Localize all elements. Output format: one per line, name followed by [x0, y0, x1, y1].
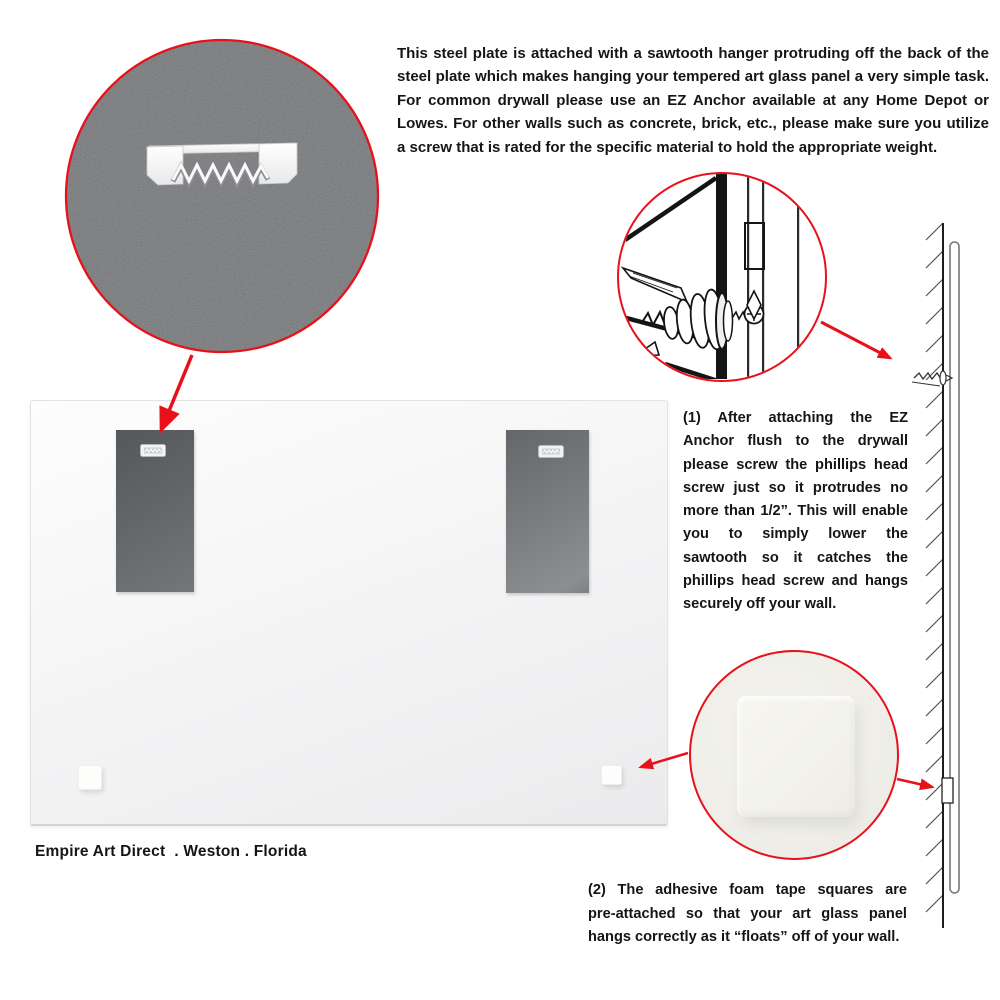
- step1-line: screw just so it protrudes no: [683, 479, 908, 496]
- step1-line: (1) After attaching the EZ: [683, 410, 908, 426]
- steel-plate-right: [506, 430, 589, 593]
- step1-line: more than 1/2”. This will enable: [683, 503, 908, 520]
- intro-line: a screw that is rated for the specific material to hold the appropriate weight.: [397, 138, 938, 156]
- step2-line: pre-attached so that your art glass panel: [588, 905, 907, 922]
- ez-anchor-illustration: [619, 174, 824, 379]
- foam-tape-side-view: [942, 778, 953, 803]
- art-glass-panel-back: [30, 400, 668, 826]
- intro-line: Lowes. For other walls such as concrete, brick, etc., please make sure you utilize: [397, 115, 989, 133]
- step1-line: phillips head screw and hangs: [683, 573, 908, 590]
- step1-line: sawtooth so it catches the: [683, 549, 908, 566]
- step2-line: hangs correctly as it “floats” off of your wall.: [588, 929, 900, 946]
- step2-line: (2) The adhesive foam tape squares are: [588, 882, 907, 898]
- foam-tape-square-left: [78, 765, 102, 790]
- step1-line: securely off your wall.: [683, 596, 837, 613]
- intro-line: steel plate which makes hanging your tempered art glass panel a very simple task.: [397, 68, 989, 86]
- arrow-to-wall-anchor-icon: [821, 322, 890, 358]
- foam-tape-photo: [737, 696, 855, 817]
- wall-hatching: [926, 223, 943, 912]
- step1-line: you to simply lower the: [683, 526, 908, 543]
- steel-plate-left: [116, 430, 194, 592]
- foam-tape-square-right: [601, 765, 622, 785]
- sawtooth-hanger-right: [538, 445, 564, 458]
- step1-line: please screw the phillips head: [683, 456, 908, 473]
- foam-tape-inset-circle: [689, 650, 899, 860]
- intro-paragraph: [397, 42, 989, 159]
- brand-footer: Empire Art Direct . Weston . Florida: [35, 843, 307, 860]
- wall-cross-section-illustration: [900, 210, 1000, 940]
- sawtooth-hanger-left: [140, 444, 166, 457]
- intro-line: This steel plate is attached with a sawtooth hanger protruding off the back of the: [397, 45, 989, 62]
- step2-instructions: [588, 879, 907, 950]
- ez-anchor-drawing: [623, 268, 764, 356]
- ez-anchor-inset-circle: [617, 172, 827, 382]
- sawtooth-hanger-inset-circle: [64, 38, 380, 354]
- step1-line: Anchor flush to the drywall: [683, 433, 908, 450]
- intro-line: For common drywall please use an EZ Anchor available at any Home Depot or: [397, 91, 989, 109]
- step1-instructions: [683, 407, 908, 617]
